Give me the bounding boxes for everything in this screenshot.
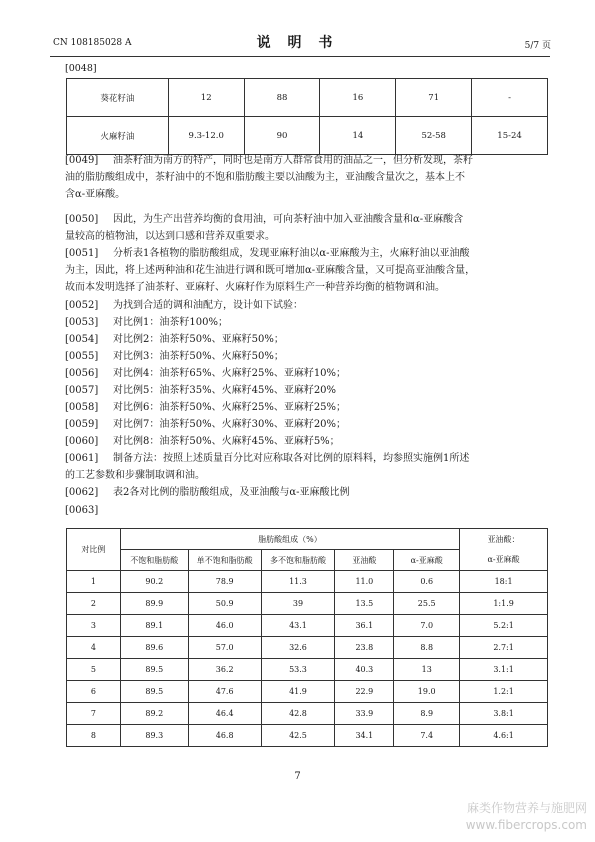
- table-row: [67, 637, 548, 659]
- table-cell: 88: [244, 79, 320, 117]
- table-cell: 1.2:1: [460, 681, 548, 703]
- table-cell: 42.8: [261, 703, 335, 725]
- paragraph: [65, 245, 550, 296]
- table-cell: 53.3: [261, 659, 335, 681]
- table-cell: 22.9: [335, 681, 394, 703]
- table-cell: 11.0: [335, 571, 394, 593]
- paragraph-text: 对比例6：油茶籽50%、火麻籽25%、亚麻籽25%；: [113, 402, 347, 413]
- paragraph-number: [0062]: [65, 487, 99, 498]
- table-cell: 6: [67, 681, 121, 703]
- header-rule: [50, 56, 550, 57]
- paragraph-number: [0056]: [65, 368, 99, 379]
- table-cell: 14: [320, 117, 396, 155]
- table-cell: 36.2: [188, 659, 261, 681]
- paragraph-line: [65, 433, 550, 450]
- table-cell: 89.3: [120, 725, 188, 747]
- document-title: 说 明 书: [256, 35, 339, 51]
- column-header: 对比例: [67, 529, 121, 571]
- paragraph-text: 对比例3：油茶籽50%、火麻籽50%；: [113, 351, 284, 362]
- paragraph-text: 为找到合适的调和油配方，设计如下试验：: [113, 300, 303, 311]
- table-cell: 50.9: [188, 593, 261, 615]
- table-cell: 23.8: [335, 637, 394, 659]
- paragraph-line: [65, 314, 550, 331]
- paragraph-text: 分析表1各植物的脂肪酸组成，发现亚麻籽油以α-亚麻酸为主，火麻籽油以亚油酸: [113, 248, 470, 259]
- paragraph: [65, 211, 550, 245]
- paragraph: [65, 382, 550, 399]
- paragraph: [65, 399, 550, 416]
- table-cell: 8: [67, 725, 121, 747]
- page-number: 7: [294, 771, 301, 782]
- table-cell: 89.5: [120, 659, 188, 681]
- paragraph-text: 对比例5：油茶籽35%、火麻籽45%、亚麻籽20%: [113, 385, 337, 396]
- table-cell: 13: [394, 659, 460, 681]
- table-cell: -: [472, 79, 548, 117]
- column-header: 多不饱和脂肪酸: [261, 550, 335, 571]
- table-cell: 71: [396, 79, 472, 117]
- paragraph-text: 的工艺参数和步骤制取调和油。: [65, 470, 205, 481]
- paragraph-text: 油茶籽油为南方的特产，同时也是南方人群常食用的油品之一，但分析发现，茶籽: [113, 155, 473, 166]
- patent-number: CN 108185028 A: [53, 38, 132, 48]
- table-cell: 89.1: [120, 615, 188, 637]
- table-cell: 11.3: [261, 571, 335, 593]
- table-cell: 7: [67, 703, 121, 725]
- table-cell: 89.9: [120, 593, 188, 615]
- paragraph-text: 对比例1：油茶籽100%；: [113, 317, 228, 328]
- paragraph: [65, 297, 550, 314]
- oil-table-continuation: [66, 78, 548, 155]
- paragraph-line: [65, 467, 550, 484]
- table-cell: 2.7:1: [460, 637, 548, 659]
- column-header: 单不饱和脂肪酸: [188, 550, 261, 571]
- paragraph-number: [0057]: [65, 385, 99, 396]
- table-row: [67, 725, 548, 747]
- paragraph-line: [65, 169, 550, 186]
- paragraph-number: [0053]: [65, 317, 99, 328]
- table-cell: 46.4: [188, 703, 261, 725]
- paragraph-text: 为主，因此，将上述两种油和花生油进行调和既可增加α-亚麻酸含量，又可提高亚油酸含量，: [65, 265, 476, 276]
- table-cell: 46.8: [188, 725, 261, 747]
- table-row: [67, 681, 548, 703]
- table-cell: 1: [67, 571, 121, 593]
- paragraph: [65, 502, 550, 519]
- paragraph-number: [0048]: [65, 63, 97, 74]
- paragraph: [65, 348, 550, 365]
- table-cell: 9.3-12.0: [168, 117, 244, 155]
- paragraph: [65, 314, 550, 331]
- paragraph-number: [0060]: [65, 436, 99, 447]
- table-row: [67, 615, 548, 637]
- paragraph-number: [0054]: [65, 334, 99, 345]
- watermark: [466, 800, 587, 834]
- table-cell: 13.5: [335, 593, 394, 615]
- column-group-header: 脂肪酸组成（%）: [120, 529, 459, 550]
- table-row: [67, 571, 548, 593]
- paragraph-number: [0051]: [65, 248, 99, 259]
- table-cell: 42.5: [261, 725, 335, 747]
- paragraph-line: [65, 450, 550, 467]
- watermark-line: 麻类作物营养与施肥网: [466, 801, 587, 815]
- paragraph-text: 含α-亚麻酸。: [65, 189, 126, 200]
- table-cell: 90: [244, 117, 320, 155]
- table-cell: 2: [67, 593, 121, 615]
- table-cell: 7.0: [394, 615, 460, 637]
- table-cell: 16: [320, 79, 396, 117]
- table-cell: 57.0: [188, 637, 261, 659]
- paragraph: [65, 416, 550, 433]
- paragraph-text: 对比例2：油茶籽50%、亚麻籽50%；: [113, 334, 284, 345]
- table-cell: 12: [168, 79, 244, 117]
- table-cell: 40.3: [335, 659, 394, 681]
- table-cell: 4: [67, 637, 121, 659]
- table-cell: 3.8:1: [460, 703, 548, 725]
- table-cell: 3.1:1: [460, 659, 548, 681]
- table-cell: 18:1: [460, 571, 548, 593]
- table-cell: 52-58: [396, 117, 472, 155]
- fatty-acid-table: [66, 528, 548, 747]
- table-cell: 1:1.9: [460, 593, 548, 615]
- paragraph: [65, 365, 550, 382]
- table-cell: 32.6: [261, 637, 335, 659]
- paragraph-line: [65, 331, 550, 348]
- watermark-line: www.fibercrops.com: [465, 818, 587, 832]
- paragraph-number: [0061]: [65, 453, 99, 464]
- table-cell: 39: [261, 593, 335, 615]
- paragraph-line: [65, 262, 550, 279]
- table-cell: 47.6: [188, 681, 261, 703]
- table-cell: 葵花籽油: [67, 79, 169, 117]
- paragraph-line: [65, 416, 550, 433]
- column-header: 亚油酸：: [460, 529, 548, 550]
- paragraph-text: 制备方法：按照上述质量百分比对应称取各对比例的原料料，均参照实施例1所述: [113, 453, 470, 464]
- paragraph-line: [65, 211, 550, 228]
- column-header: α-亚麻酸: [394, 550, 460, 571]
- paragraph-number: [0058]: [65, 402, 99, 413]
- paragraph-text: 表2各对比例的脂肪酸组成，及亚油酸与α-亚麻酸比例: [113, 487, 350, 498]
- table-cell: 7.4: [394, 725, 460, 747]
- paragraph-text: 因此，为生产出营养均衡的食用油，可向茶籽油中加入亚油酸含量和α-亚麻酸含: [113, 214, 464, 225]
- table-cell: 火麻籽油: [67, 117, 169, 155]
- paragraph-line: [65, 279, 550, 296]
- table-cell: 89.6: [120, 637, 188, 659]
- table-row: [67, 79, 548, 117]
- table-row: [67, 117, 548, 155]
- paragraph-line: [65, 484, 550, 501]
- table-row: [67, 703, 548, 725]
- paragraph-text: 油的脂肪酸组成中，茶籽油中的不饱和脂肪酸主要以油酸为主，亚油酸含量次之，基本上不: [65, 172, 465, 183]
- paragraph-number: [0052]: [65, 300, 99, 311]
- paragraph-text: 对比例7：油茶籽50%、火麻籽30%、亚麻籽20%；: [113, 419, 347, 430]
- paragraph-line: [65, 152, 550, 169]
- paragraph-line: [65, 382, 550, 399]
- table-cell: 41.9: [261, 681, 335, 703]
- column-header: 不饱和脂肪酸: [120, 550, 188, 571]
- paragraph-line: [65, 365, 550, 382]
- column-header: 亚油酸: [335, 550, 394, 571]
- paragraph-line: [65, 228, 550, 245]
- table-cell: 4.6:1: [460, 725, 548, 747]
- table-cell: 5: [67, 659, 121, 681]
- table-cell: 36.1: [335, 615, 394, 637]
- column-header: α-亚麻酸: [460, 550, 548, 571]
- paragraph-text: 量较高的植物油，以达到口感和营养双重要求。: [65, 231, 275, 242]
- table-cell: 46.0: [188, 615, 261, 637]
- paragraph-number: [0063]: [65, 505, 99, 516]
- table-cell: 89.2: [120, 703, 188, 725]
- paragraph-line: [65, 399, 550, 416]
- paragraph-line: [65, 348, 550, 365]
- table-cell: 25.5: [394, 593, 460, 615]
- paragraph-text: 故而本发明选择了油茶籽、亚麻籽、火麻籽作为原料生产一种营养均衡的植物调和油。: [65, 282, 445, 293]
- table-cell: 3: [67, 615, 121, 637]
- paragraph-number: [0059]: [65, 419, 99, 430]
- paragraph-number: [0050]: [65, 214, 99, 225]
- table-cell: 78.9: [188, 571, 261, 593]
- paragraph: [65, 152, 550, 203]
- table-cell: 34.1: [335, 725, 394, 747]
- table-cell: 19.0: [394, 681, 460, 703]
- table-cell: 8.8: [394, 637, 460, 659]
- paragraph-line: [65, 245, 550, 262]
- table-row: [67, 593, 548, 615]
- table-cell: 33.9: [335, 703, 394, 725]
- table-cell: 15-24: [472, 117, 548, 155]
- paragraph-text: 对比例4：油茶籽65%、火麻籽25%、亚麻籽10%；: [113, 368, 347, 379]
- table-cell: 8.9: [394, 703, 460, 725]
- paragraph: [65, 331, 550, 348]
- page-indicator: 5/7 页: [524, 41, 551, 51]
- paragraph: [65, 433, 550, 450]
- table-cell: 90.2: [120, 571, 188, 593]
- table-cell: 5.2:1: [460, 615, 548, 637]
- paragraph-number: [0055]: [65, 351, 99, 362]
- paragraph-line: [65, 297, 550, 314]
- table-cell: 0.6: [394, 571, 460, 593]
- table-row: [67, 659, 548, 681]
- paragraph-text: 对比例8：油茶籽50%、火麻籽45%、亚麻籽5%；: [113, 436, 340, 447]
- table-cell: 89.5: [120, 681, 188, 703]
- paragraph-line: [65, 186, 550, 203]
- table-cell: 43.1: [261, 615, 335, 637]
- paragraph: [65, 450, 550, 484]
- paragraph: [65, 484, 550, 501]
- paragraph-number: [0049]: [65, 155, 99, 166]
